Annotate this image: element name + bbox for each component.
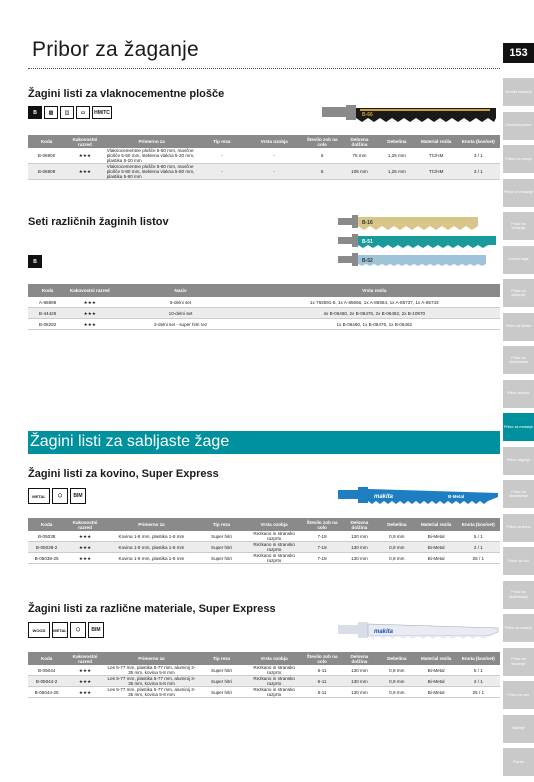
table-cell: TC/HM — [416, 148, 457, 164]
section3-icons — [28, 488, 86, 504]
section2-icons — [28, 255, 42, 268]
table-cell: ★★★ — [67, 297, 112, 308]
column-header: Koda — [28, 518, 65, 531]
table-cell: Rezkano in stransko razprto — [245, 553, 304, 564]
sidebar-tab[interactable]: Baterije — [503, 715, 534, 743]
table-cell: TC/HM — [416, 164, 457, 180]
column-header: Število zob na colo — [303, 652, 340, 665]
blade-label: B-66 — [362, 112, 373, 118]
table-cell: ★★★ — [67, 319, 112, 330]
sidebar-tabs — [503, 78, 534, 782]
column-header: Enota (kos/set) — [457, 518, 500, 531]
table-cell: Rezkano in stransko razprto — [245, 676, 304, 687]
table-cell: 1,25 mm — [378, 148, 415, 164]
column-header: Koda — [28, 652, 65, 665]
table-cell: 7-18 — [303, 553, 340, 564]
section-title-blade-sets: Seti različnih žaginih listov — [28, 216, 169, 228]
sidebar-tab[interactable]: Pribor za lesno — [503, 514, 534, 542]
section1-icons — [28, 106, 112, 119]
table-row — [28, 665, 500, 676]
table-row — [28, 531, 500, 542]
bim-icon: BIM — [70, 488, 86, 504]
sidebar-tab[interactable]: Pribor za obdelovanje — [503, 581, 534, 609]
table-cell: 2 / 1 — [457, 542, 500, 553]
sidebar-tab[interactable]: Pribor za kov. — [503, 547, 534, 575]
column-header: Koda — [28, 135, 65, 148]
sidebar-tab[interactable]: Pribor za brušenje — [503, 648, 534, 676]
table-cell: B-44426 — [28, 308, 67, 319]
table-cell: 6 — [304, 164, 341, 180]
table-cell: 130 mm — [341, 531, 378, 542]
table-cell: Super hitri — [198, 531, 245, 542]
table-cell: Kovina 1-8 mm, plastika 1-8 mm — [105, 553, 198, 564]
table-fiber-cement — [28, 135, 500, 180]
blade-set-image — [338, 215, 500, 271]
table-cell: 105 mm — [341, 164, 378, 180]
column-header: Debelina — [378, 135, 415, 148]
jigsaw-blade-fiber-cement-image — [322, 104, 500, 124]
table-cell: 6-11 — [303, 676, 340, 687]
column-header: Število zob na colo — [303, 518, 340, 531]
column-header: Material rezila — [416, 518, 457, 531]
table-cell: Rezkano in stransko razprto — [245, 665, 304, 676]
table-cell: Super hitri — [198, 687, 245, 698]
svg-text:makita: makita — [374, 629, 394, 635]
material-hex-icon: ⬡ — [52, 488, 68, 504]
column-header: Delovna dolžina — [341, 652, 378, 665]
section-title-various: Žagini listi za različne materiale, Super Express — [28, 603, 276, 615]
blade-b-icon: B — [28, 106, 42, 119]
table-cell: Rezkano in stransko razprto — [245, 531, 304, 542]
table-cell: 10-delni set — [113, 308, 249, 319]
page-number: 153 — [503, 43, 534, 63]
blade-b51 — [338, 234, 496, 248]
table-row — [28, 553, 500, 564]
title-rule — [28, 68, 500, 69]
blade-b-icon: B — [28, 255, 42, 268]
column-header: Primerno za — [105, 518, 198, 531]
table-cell: 3 / 1 — [457, 164, 500, 180]
table-cell: 2 / 1 — [457, 676, 500, 687]
svg-text:B-Metal: B-Metal — [448, 494, 465, 499]
tile-icon: ◫ — [60, 106, 74, 119]
column-header: Naziv — [113, 284, 249, 297]
table-cell: 7-18 — [303, 542, 340, 553]
table-cell: Bi-Metal — [416, 553, 457, 564]
reciprocating-blade-metal-image — [338, 485, 500, 507]
table-cell: 0,9 mm — [378, 553, 415, 564]
sidebar-tab[interactable]: Pribor za obdelovanje — [503, 346, 534, 374]
column-header: Vrsta ozobja — [245, 652, 304, 665]
table-cell: 0,9 mm — [378, 665, 415, 676]
table-cell: ★★★ — [65, 542, 105, 553]
table-cell: 130 mm — [341, 553, 378, 564]
sidebar-tab[interactable]: Razno — [503, 748, 534, 776]
sidebar-tab[interactable]: Pribor za ščetke — [503, 313, 534, 341]
column-header: Kakovostni razred — [65, 135, 105, 148]
table-cell: 5 / 1 — [457, 665, 500, 676]
sidebar-tab[interactable]: Diamantni pribor — [503, 112, 534, 140]
sidebar-tab[interactable]: Pribor žaganje — [503, 447, 534, 475]
table-cell: ★★★ — [65, 148, 105, 164]
table-cell: B-06800 — [28, 148, 65, 164]
table-cell: 0,9 mm — [378, 687, 415, 698]
table-cell: B-06292 — [28, 319, 67, 330]
table-cell: 3-delni set - super hitri rez — [113, 319, 249, 330]
table-cell: A-86898 — [28, 297, 67, 308]
table-row — [28, 676, 500, 687]
table-cell: ★★★ — [65, 164, 105, 180]
table-cell: ★★★ — [65, 676, 105, 687]
blade-b16 — [338, 215, 478, 230]
table-cell: 1x B-06460, 1x B-06476, 1x B-06482 — [249, 319, 500, 330]
sidebar-tab[interactable]: Pribor za rezkanje — [503, 179, 534, 207]
column-header: Kakovostni razred — [65, 652, 105, 665]
wood-icon: WOOD — [28, 622, 50, 638]
table-cell: 4x B-06460, 2x B-06476, 2x B-06482, 2x B-10970 — [249, 308, 500, 319]
table-cell: Kovina 1-8 mm, plastika 1-8 mm — [105, 542, 198, 553]
table-cell: - — [198, 164, 245, 180]
column-header: Debelina — [378, 518, 415, 531]
page-title: Pribor za žaganje — [32, 38, 199, 61]
table-cell: Bi-Metal — [416, 665, 457, 676]
table-cell: Les 5-77 mm, plastika 5-77 mm, aluminij 3-35 mm, kovina 5-8 mm — [105, 676, 198, 687]
svg-text:B-51: B-51 — [362, 239, 373, 245]
table-cell: 1,25 mm — [378, 164, 415, 180]
table-cell: 130 mm — [341, 665, 378, 676]
column-header: Tip reza — [198, 135, 245, 148]
table-cell: B-06809 — [28, 164, 65, 180]
table-cell: - — [245, 148, 303, 164]
table-cell: Bi-Metal — [416, 531, 457, 542]
column-header: Kakovostni razred — [65, 518, 105, 531]
material-hex-icon: ⬡ — [70, 622, 86, 638]
table-row — [28, 319, 500, 330]
fiber-cement-icon: ▥ — [44, 106, 58, 119]
table-cell: 7-18 — [303, 531, 340, 542]
band-title: Žagini listi za sabljaste žage — [30, 433, 230, 450]
sidebar-tab[interactable]: Pribor za mot. — [503, 681, 534, 709]
blade-b52 — [338, 253, 486, 266]
section4-icons — [28, 622, 104, 638]
table-row — [28, 542, 500, 553]
table-cell: 25 / 1 — [457, 553, 500, 564]
table-cell: ★★★ — [65, 665, 105, 676]
table-cell: Super hitri — [198, 665, 245, 676]
sidebar-tab[interactable]: Pribor za rezanje — [503, 614, 534, 642]
table-row — [28, 297, 500, 308]
table-row — [28, 164, 500, 180]
column-header: Enota (kos/set) — [457, 135, 500, 148]
table-cell: Kovina 1-8 mm, plastika 1-8 mm — [105, 531, 198, 542]
table-cell: 130 mm — [341, 676, 378, 687]
table-cell: B-05038 — [28, 531, 65, 542]
section-title-fiber-cement: Žagini listi za vlaknocementne plošče — [28, 88, 225, 100]
sidebar-tab[interactable]: Krožne žage — [503, 246, 534, 274]
table-blade-sets — [28, 284, 500, 330]
table-cell: Bi-Metal — [416, 687, 457, 698]
svg-text:B-16: B-16 — [362, 220, 373, 226]
metal-icon: METAL — [52, 622, 68, 638]
sidebar-tab[interactable]: Pribor za polir. — [503, 380, 534, 408]
table-cell: Rezkano in stransko razprto — [245, 542, 304, 553]
table-cell: - — [198, 148, 245, 164]
table-cell: 6-11 — [303, 665, 340, 676]
metal-icon: METAL — [28, 488, 50, 504]
table-cell: 0,9 mm — [378, 676, 415, 687]
column-header: Material rezila — [416, 135, 457, 148]
column-header: Enota (kos/set) — [457, 652, 500, 665]
hm-tc-icon: HM/TC — [92, 106, 112, 119]
column-header: Material rezila — [416, 652, 457, 665]
table-cell: 3 / 1 — [457, 148, 500, 164]
column-header: Delovna dolžina — [341, 135, 378, 148]
table-cell: Bi-Metal — [416, 676, 457, 687]
table-cell: Super hitri — [198, 542, 245, 553]
table-cell: 0,9 mm — [378, 531, 415, 542]
table-cell: 6 — [304, 148, 341, 164]
table-cell: Bi-Metal — [416, 542, 457, 553]
column-header: Debelina — [378, 652, 415, 665]
table-cell: - — [245, 164, 303, 180]
table-row — [28, 687, 500, 698]
column-header: Delovna dolžina — [341, 518, 378, 531]
table-cell: Super hitri — [198, 553, 245, 564]
table-cell: Vlaknocementne plošče 5-80 mm, mavčne plošče 5-80 mm, steklena vlakna 5-80 mm, plastika 5-80 mm — [105, 164, 199, 180]
table-row — [28, 148, 500, 164]
column-header: Vrsta rezila — [249, 284, 500, 297]
table-cell: 5 / 1 — [457, 531, 500, 542]
sidebar-tab[interactable]: Pribor za mešanje — [503, 413, 534, 441]
sidebar-tab[interactable]: Brusilni nastavki — [503, 78, 534, 106]
table-cell: 130 mm — [341, 687, 378, 698]
bim-icon: BIM — [88, 622, 104, 638]
table-cell: Vlaknocementne plošče 5-50 mm, mavčne plošče 5-50 mm, steklena vlakna 5-20 mm, plastika 5-20 mm — [105, 148, 199, 164]
reciprocating-blade-various-image — [338, 620, 500, 642]
sidebar-tab[interactable]: Pribor za brušenje — [503, 212, 534, 240]
column-header: Koda — [28, 284, 67, 297]
column-header: Primerno za — [105, 135, 199, 148]
table-cell: ★★★ — [65, 531, 105, 542]
column-header: Vrsta ozobja — [245, 135, 303, 148]
svg-text:B-52: B-52 — [362, 258, 373, 264]
table-cell: Super hitri — [198, 676, 245, 687]
table-cell: 6-11 — [303, 687, 340, 698]
table-row — [28, 308, 500, 319]
sidebar-tab[interactable]: Pribor za vrtanje — [503, 145, 534, 173]
table-cell: B-05044-2 — [28, 676, 65, 687]
table-cell: 25 / 1 — [457, 687, 500, 698]
table-cell: ★★★ — [65, 687, 105, 698]
column-header: Tip reza — [198, 518, 245, 531]
table-cell: 75 mm — [341, 148, 378, 164]
table-cell: ★★★ — [65, 553, 105, 564]
table-cell: ★★★ — [67, 308, 112, 319]
table-cell: 5-delni set — [113, 297, 249, 308]
table-cell: B-05044-25 — [28, 687, 65, 698]
table-cell: B-05044 — [28, 665, 65, 676]
table-metal — [28, 518, 500, 564]
table-cell: 130 mm — [341, 542, 378, 553]
table-cell: 1x 792691-8, 1x A-85656, 1x A-85684, 1x A-85737, 1x A-85743 — [249, 297, 500, 308]
sidebar-tab[interactable]: Pribor za obdelovanje — [503, 480, 534, 508]
sidebar-tab[interactable]: Pribor za vijačenje — [503, 279, 534, 307]
column-header: Tip reza — [198, 652, 245, 665]
board-icon: ▭ — [76, 106, 90, 119]
svg-text:makita: makita — [374, 494, 394, 500]
column-header: Primerno za — [105, 652, 198, 665]
table-cell: Rezkano in stransko razprto — [245, 687, 304, 698]
table-cell: B-05038-2 — [28, 542, 65, 553]
table-cell: Les 5-77 mm, plastika 5-77 mm, aluminij 3-35 mm, kovina 5-8 mm — [105, 665, 198, 676]
column-header: Kakovostni razred — [67, 284, 112, 297]
section-title-metal: Žagini listi za kovino, Super Express — [28, 468, 219, 480]
table-various — [28, 652, 500, 698]
column-header: Število zob na colo — [304, 135, 341, 148]
table-cell: 0,9 mm — [378, 542, 415, 553]
table-cell: Les 5-77 mm, plastika 5-77 mm, aluminij 3-35 mm, kovina 5-8 mm — [105, 687, 198, 698]
column-header: Vrsta ozobja — [245, 518, 304, 531]
table-cell: B-05038-25 — [28, 553, 65, 564]
